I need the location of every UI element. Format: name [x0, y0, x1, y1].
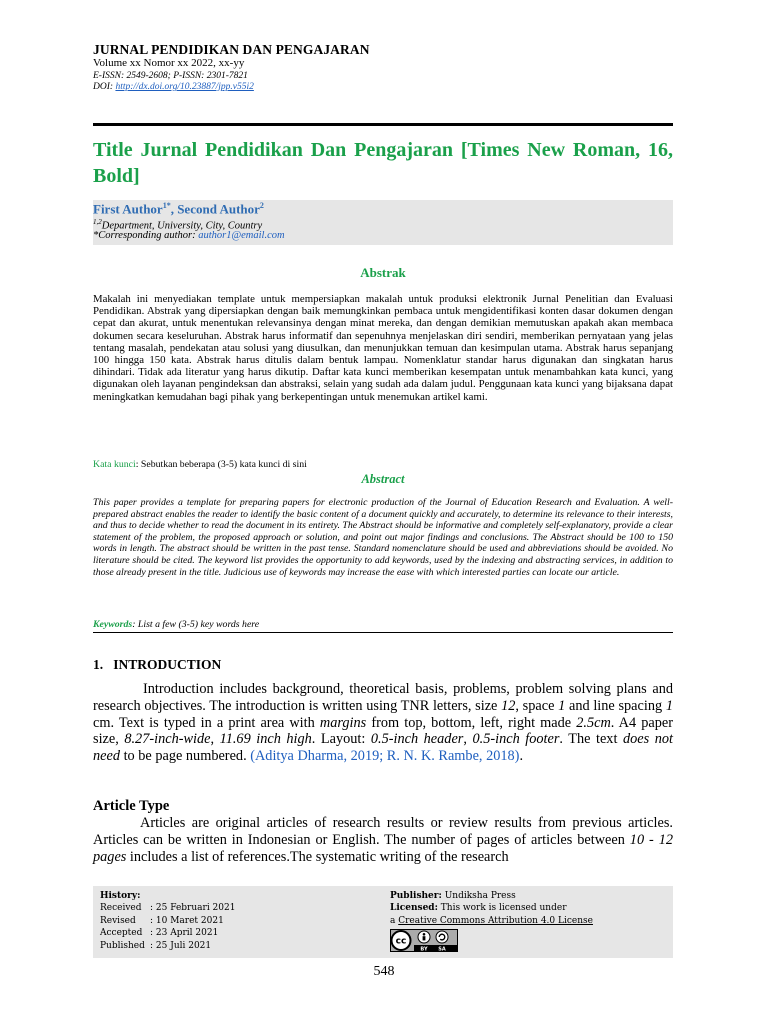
page-number: 548: [373, 964, 395, 979]
cc-by-sa-icon[interactable]: [390, 929, 458, 952]
corresponding-email[interactable]: author1@email.com: [198, 230, 285, 241]
affiliation-sup: 1,2: [93, 218, 102, 226]
abstrak-heading: Abstrak: [360, 265, 406, 280]
abstract-rule: [93, 632, 673, 633]
publisher-label: Publisher:: [390, 891, 442, 901]
intro-text: ,: [210, 731, 220, 748]
attribution-icon: [423, 933, 426, 936]
history-key: Published: [100, 940, 145, 951]
cc-icon-text: cc: [395, 936, 407, 947]
intro-text: from top, bottom, left, right made: [366, 714, 577, 731]
intro-text: . A4 paper size,: [93, 714, 674, 748]
first-author: First Author: [93, 201, 163, 217]
history-key: Revised: [100, 915, 136, 926]
publisher-name: Undiksha Press: [441, 891, 516, 901]
history-value: : 25 Juli 2021: [150, 940, 212, 951]
second-author-sup: 2: [259, 201, 264, 210]
intro-text: ,: [463, 731, 473, 748]
history-label: History:: [100, 891, 141, 901]
publisher-line: [390, 890, 593, 902]
intro-text: . Layout:: [311, 731, 371, 748]
issn-info: E-ISSN: 2549-2608; P-ISSN: 2301-7821: [93, 71, 248, 81]
doi-link[interactable]: http://dx.doi.org/10.23887/jpp.v55i2: [115, 82, 254, 92]
journal-name: JURNAL PENDIDIKAN DAN PENGAJARAN: [93, 42, 370, 57]
license-line: [390, 915, 593, 927]
author-separator: ,: [170, 201, 178, 217]
history-value: : 25 Februari 2021: [150, 903, 236, 914]
share-alike-icon: [436, 931, 448, 943]
license-link[interactable]: Creative Commons Attribution 4.0 License: [398, 915, 593, 926]
intro-emphasis: 1: [558, 697, 566, 714]
article-type-text: includes a list of references.The systematic writing of the research: [126, 849, 509, 865]
history-value: : 23 April 2021: [150, 928, 219, 939]
publisher-block: [390, 890, 593, 927]
history-row-received: [100, 902, 235, 914]
intro-emphasis: 12: [501, 697, 516, 714]
article-type-heading: Article Type: [93, 798, 170, 814]
intro-emphasis: 1: [665, 697, 673, 714]
corresponding-label: *Corresponding author:: [93, 230, 199, 241]
header-rule: [93, 123, 673, 126]
keywords-label: Keywords: [93, 619, 133, 630]
license-prefix: a: [390, 915, 399, 926]
intro-text: Introduction includes background, theoretical basis, problems, problem solving plans and research objectives. The introduction is written using TNR letters, size: [93, 681, 673, 714]
intro-text: and line spacing: [565, 697, 666, 714]
kata-kunci-line: [93, 459, 307, 470]
doi-label: DOI:: [93, 82, 116, 92]
intro-emphasis: margins: [319, 714, 367, 731]
keywords-line: [93, 619, 259, 630]
author-list: [93, 201, 264, 217]
article-type-emphasis: 10 - 12 pages: [93, 832, 673, 865]
intro-emphasis: 11.69 inch high: [219, 731, 312, 748]
citation-link[interactable]: (Aditya Dharma, 2019; R. N. K. Rambe, 2018): [250, 748, 520, 765]
article-type-text: Articles are original articles of research results or review results from previous articles. Articles can be written in Indonesian or English. The number of pages of articles between: [93, 815, 673, 848]
intro-emphasis: does not need: [93, 731, 673, 765]
intro-text: to be page numbered.: [120, 748, 251, 765]
by-label: BY: [420, 946, 428, 952]
intro-emphasis: 2.5cm: [576, 714, 611, 731]
intro-text: .: [519, 748, 524, 765]
intro-emphasis: 8.27-inch-wide: [124, 731, 211, 748]
keywords-text: List a few (3-5) key words here: [137, 619, 260, 630]
affiliation-text: Department, University, City, Country: [101, 220, 263, 232]
kata-kunci-label: Kata kunci: [93, 459, 136, 470]
abstract-body: This paper provides a template for preparing papers for electronic production of the Journal of Education Research and Evaluation. A well-prepared abstract enables the reader to identify the basic content of a document quickly and accurately, to determine its relevance to their interests, and thus to decide whether to read the document in its entirety. The Abstract should be informative and completely self-explanatory, provide a clear statement of the problem, the proposed approach or solution, and point out major findings and conclusions. The Abstract should be 100 to 150 words in length. The abstract should be written in the past tense. Standard nomenclature should be used and abbreviations should be avoided. No literature should be cited. The keyword list provides the opportunity to add keywords, used by the indexing and abstracting services, in addition to those already present in the title. Judicious use of keywords may increase the ease with which interested parties can locate our article.: [93, 497, 673, 578]
licensed-text: This work is licensed under: [437, 903, 567, 914]
abstrak-body: Makalah ini menyediakan template untuk mempersiapkan makalah untuk produksi elektronik Jurnal Penelitian dan Evaluasi Pendidikan. Abstrak yang dipersiapkan dengan baik memungkinkan pembaca untuk mengidentifikasi konten dasar dokumen dengan cepat dan akurat, untuk menentukan relevansinya dengan minat mereka, dan dengan demikian memutuskan apakah akan membaca dokumen secara keseluruhan. Abstrak harus informatif dan sepenuhnya menjelaskan diri sendiri, memberikan pernyataan yang jelas tentang masalah, pendekatan atau solusi yang diusulkan, dan menunjukkan temuan dan kesimpulan utama. Abstrak harus sepanjang 100 hingga 150 kata. Abstrak harus ditulis dalam bentuk lampau. Nomenklatur standar harus digunakan dan singkatan harus dihindari. Tidak ada literatur yang harus dikutip. Daftar kata kunci memberikan kesempatan untuk menambahkan kata kunci, yang digunakan oleh layanan pengindeksan dan abstraksi, selain yang sudah ada dalam judul. Penggunaan kata kunci yang bijaksana dapat meningkatkan kemudahan bagi pihak yang berkepentingan untuk menemukan artikel kami.: [93, 293, 673, 403]
history-block: [100, 890, 235, 952]
keywords-colon: :: [132, 619, 138, 630]
introduction-heading: 1. INTRODUCTION: [93, 657, 222, 672]
history-row-accepted: [100, 927, 235, 939]
licensed-label: Licensed:: [390, 903, 438, 914]
history-row-published: [100, 940, 235, 952]
history-key: Received: [100, 903, 142, 914]
history-value: : 10 Maret 2021: [150, 915, 224, 926]
article-title: Title Jurnal Pendidikan Dan Pengajaran [Times New Roman, 16, Bold]: [93, 139, 673, 187]
history-key: Accepted: [100, 928, 143, 939]
history-row-revised: [100, 915, 235, 927]
second-author: Second Author: [177, 201, 260, 217]
intro-emphasis: 0.5-inch footer: [472, 731, 560, 748]
licensed-line: [390, 902, 593, 914]
intro-text: . The text: [559, 731, 623, 748]
intro-text: cm. Text is typed in a print area with: [93, 714, 320, 731]
kata-kunci-colon: :: [135, 459, 141, 470]
sa-label: SA: [438, 946, 446, 952]
doi-line: [93, 82, 254, 92]
intro-text: , space: [515, 697, 559, 714]
kata-kunci-text: Sebutkan beberapa (3-5) kata kunci di sini: [140, 459, 307, 470]
corresponding-author: [93, 230, 285, 241]
volume-info: Volume xx Nomor xx 2022, xx-yy: [93, 57, 245, 69]
article-type-paragraph: [93, 815, 673, 866]
first-author-sup: 1*: [162, 201, 171, 210]
intro-emphasis: 0.5-inch header: [370, 731, 464, 748]
introduction-paragraph: [93, 681, 673, 765]
abstract-heading: Abstract: [361, 472, 405, 486]
